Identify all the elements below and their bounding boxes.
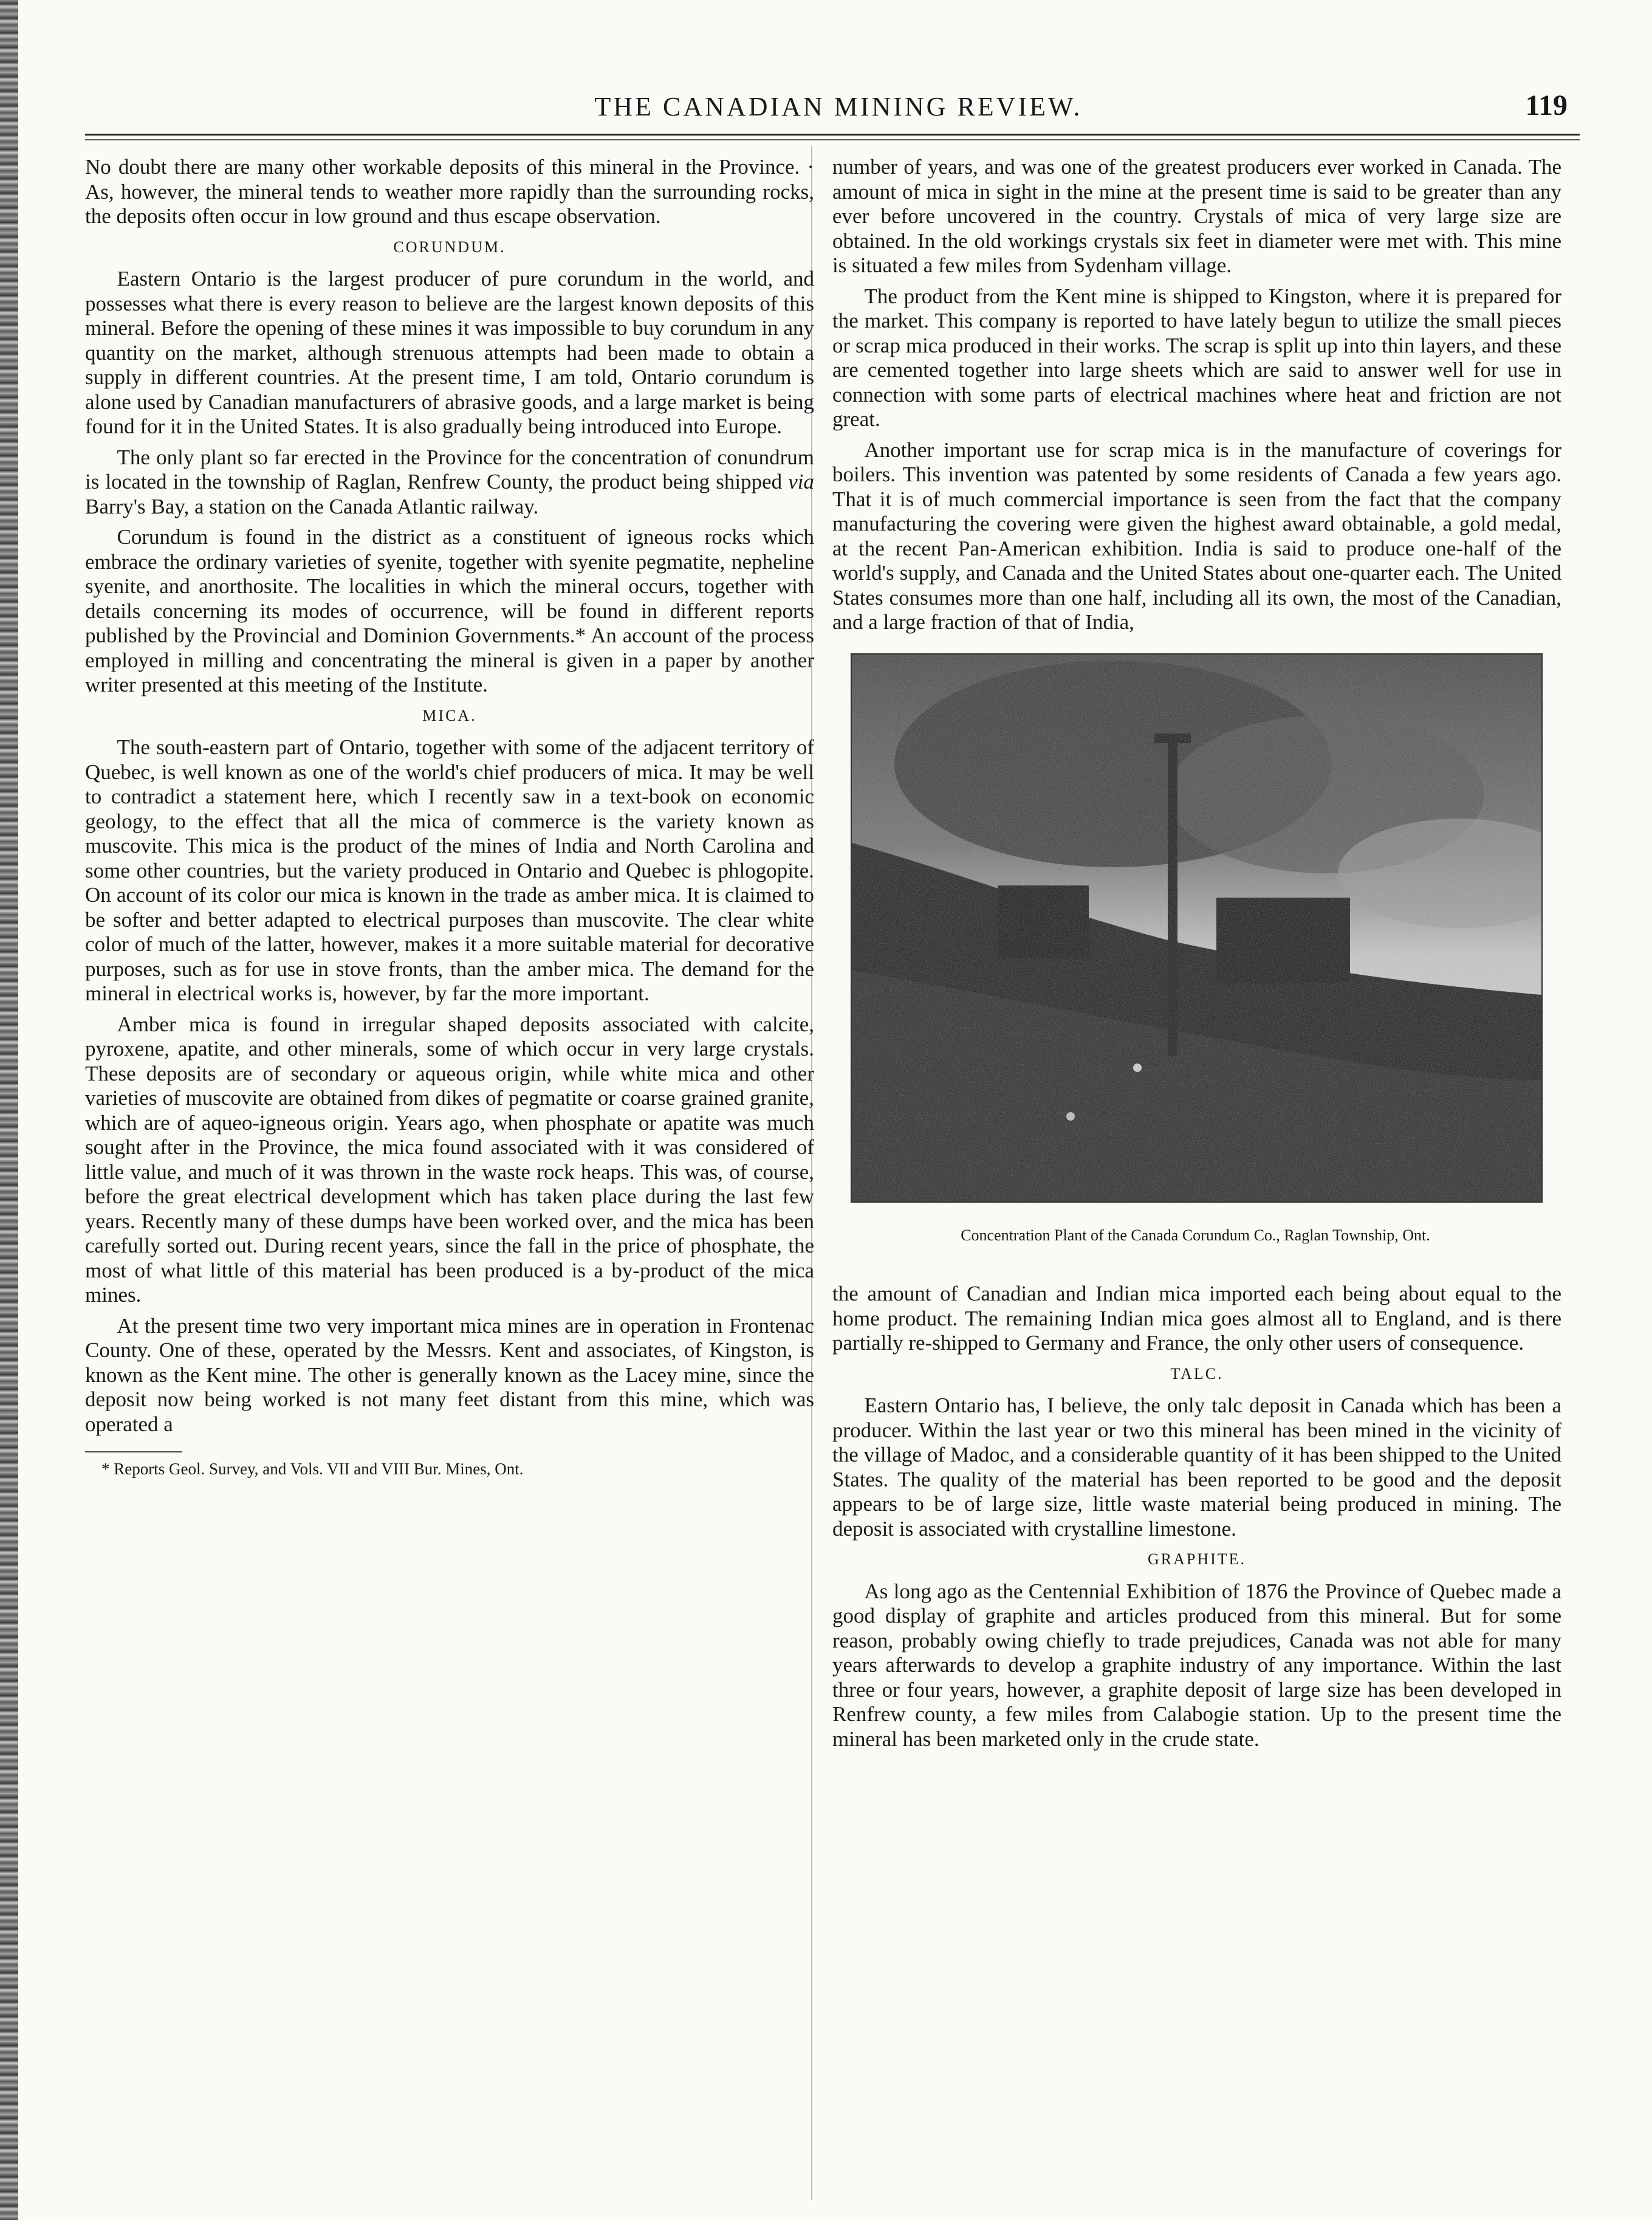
paragraph: Amber mica is found in irregular shaped deposits associated with calcite, pyroxene, apatite, and other minerals, some of which occur in very large crystals. These deposits are of secondary or aqueous origin, while white mica and other varieties of muscovite are obtained from dikes of pegmatite or coarse grained granite, which are of aqueo-igneous origin. Years ago, when phosphate or apatite was much sought after in the Province, the mica found associated with it was considered of little value, and much of it was thrown in the waste rock heaps. This was, of course, before the great electrical development which has taken place during the last few years. Recently many of these dumps have been worked over, and the mica has been carefully sorted out. During recent years, since the fall in the price of phosphate, the most of what little of this material has been produced is a by-product of the mica mines.: [85, 1012, 814, 1307]
section-heading-corundum: CORUNDUM.: [393, 238, 506, 256]
paragraph: Corundum is found in the district as a constituent of igneous rocks which embrace the ordinary varieties of syenite, together with syenite pegmatite, nepheline syenite, and anorthosite. The localities in which the mineral occurs, together with details concerning its modes of occurrence, will be found in different reports published by the Provincial and Dominion Governments.* An account of the process employed in milling and concentrating the mineral is given in a paper by another writer presented at this meeting of the Institute.: [85, 525, 814, 696]
left-column: [85, 155, 814, 1485]
paragraph: No doubt there are many other workable deposits of this mineral in the Province. · As, however, the mineral tends to weather more rapidly than the surrounding rocks, the deposits often occur in low ground and thus escape observation.: [85, 155, 814, 228]
paragraph: the amount of Canadian and Indian mica imported each being about equal to the home product. The remaining Indian mica goes almost all to England, and is there partially re-shipped to Germany and France, the only other users of consequence.: [832, 1282, 1561, 1355]
scan-binding-edge: [0, 0, 18, 2220]
footnote-rule: [85, 1451, 182, 1452]
paragraph: Eastern Ontario has, I believe, the only talc deposit in Canada which has been a producer. Within the last year or two this mineral has been mined in the vicinity of the village of Madoc, and a considerable quantity of it has been shipped to the United States. The quality of the material has been reported to be good and the deposit appears to be of large size, little waste material being produced in mining. The deposit is associated with crystalline limestone.: [832, 1394, 1561, 1541]
running-title: THE CANADIAN MINING REVIEW.: [594, 92, 1083, 122]
section-heading-mica: MICA.: [422, 706, 477, 724]
concentration-plant-photo: [851, 653, 1543, 1203]
section-heading-talc: TALC.: [1170, 1364, 1224, 1383]
section-heading-graphite: GRAPHITE.: [1147, 1550, 1247, 1568]
paragraph-text: Barry's Bay, a station on the Canada Atlantic railway.: [85, 494, 539, 518]
paragraph: number of years, and was one of the greatest producers ever worked in Canada. The amount of mica in sight in the mine at the present time is said to be greater than any ever before uncovered in the country. Crystals of mica of very large size are obtained. In the old workings crystals six feet in diameter were met with. This mine is situated a few miles from Sydenham village.: [832, 155, 1561, 277]
paragraph: As long ago as the Centennial Exhibition of 1876 the Province of Quebec made a good display of graphite and articles produced from this mineral. But for some reason, probably owing chiefly to trade prejudices, Canada was not able for many years afterwards to develop a graphite industry of any importance. Within the last three or four years, however, a graphite deposit of large size has been developed in Renfrew county, a few miles from Calabogie station. Up to the present time the mineral has been marketed only in the crude state.: [832, 1579, 1561, 1751]
running-head: [109, 91, 1568, 128]
paragraph: Eastern Ontario is the largest producer of pure corundum in the world, and possesses what there is every reason to believe are the largest known deposits of this mineral. Before the opening of these mines it was impossible to buy corundum in any quantity on the market, although strenuous attempts had been made to obtain a supply in different countries. At the present time, I am told, Ontario corundum is alone used by Canadian manufacturers of abrasive goods, and a large market is being found for it in the United States. It is also gradually being introduced into Europe.: [85, 267, 814, 438]
italic-word: via: [788, 470, 814, 493]
header-rule: [85, 134, 1580, 140]
right-column: [832, 155, 1561, 1758]
footnote: * Reports Geol. Survey, and Vols. VII and VIII Bur. Mines, Ont.: [101, 1460, 524, 1478]
figure-caption: Concentration Plant of the Canada Corundum Co., Raglan Township, Ont.: [961, 1226, 1430, 1244]
paragraph: [85, 445, 814, 520]
paragraph-text: The only plant so far erected in the Province for the concentration of conundrum is located in the township of Raglan, Renfrew County, the product being shipped: [85, 445, 814, 493]
paragraph: At the present time two very important mica mines are in operation in Frontenac County. One of these, operated by the Messrs. Kent and associates, of Kingston, is known as the Kent mine. The other is generally known as the Lacey mine, since the deposit now being worked is not many feet distant from this mine, which was operated a: [85, 1313, 814, 1436]
paragraph: The product from the Kent mine is shipped to Kingston, where it is prepared for the market. This company is reported to have lately begun to utilize the small pieces or scrap mica produced in their works. The scrap is split up into thin layers, and these are cemented together into large sheets which are said to answer well for use in connection with some parts of electrical machines where heat and friction are not great.: [832, 284, 1561, 431]
figure: [851, 653, 1540, 1248]
page-number: 119: [1525, 89, 1568, 122]
paragraph: Another important use for scrap mica is in the manufacture of coverings for boilers. This invention was patented by some residents of Canada a few years ago. That it is of much commercial importance is seen from the fact that the company manufacturing the covering were given the highest award obtainable, a gold medal, at the recent Pan-American exhibition. India is said to produce one-half of the world's supply, and Canada and the United States about one-quarter each. The United States consumes more than one half, including all its own, the most of the Canadian, and a large fraction of that of India,: [832, 438, 1561, 634]
paragraph: The south-eastern part of Ontario, together with some of the adjacent territory of Quebec, is well known as one of the world's chief producers of mica. It may be well to contradict a statement here, which I recently saw in a text-book on economic geology, to the effect that all the mica of commerce is the variety known as muscovite. This mica is the product of the mines of India and North Carolina and some other countries, but the variety produced in Ontario and Quebec is phlogopite. On account of its color our mica is known in the trade as amber mica. It is claimed to be softer and better adapted to electrical purposes than muscovite. The clear white color of much of the latter, however, makes it a more suitable material for decorative purposes, such as for use in stove fronts, than the amber mica. The demand for the mineral in electrical works is, however, by far the more important.: [85, 735, 814, 1005]
